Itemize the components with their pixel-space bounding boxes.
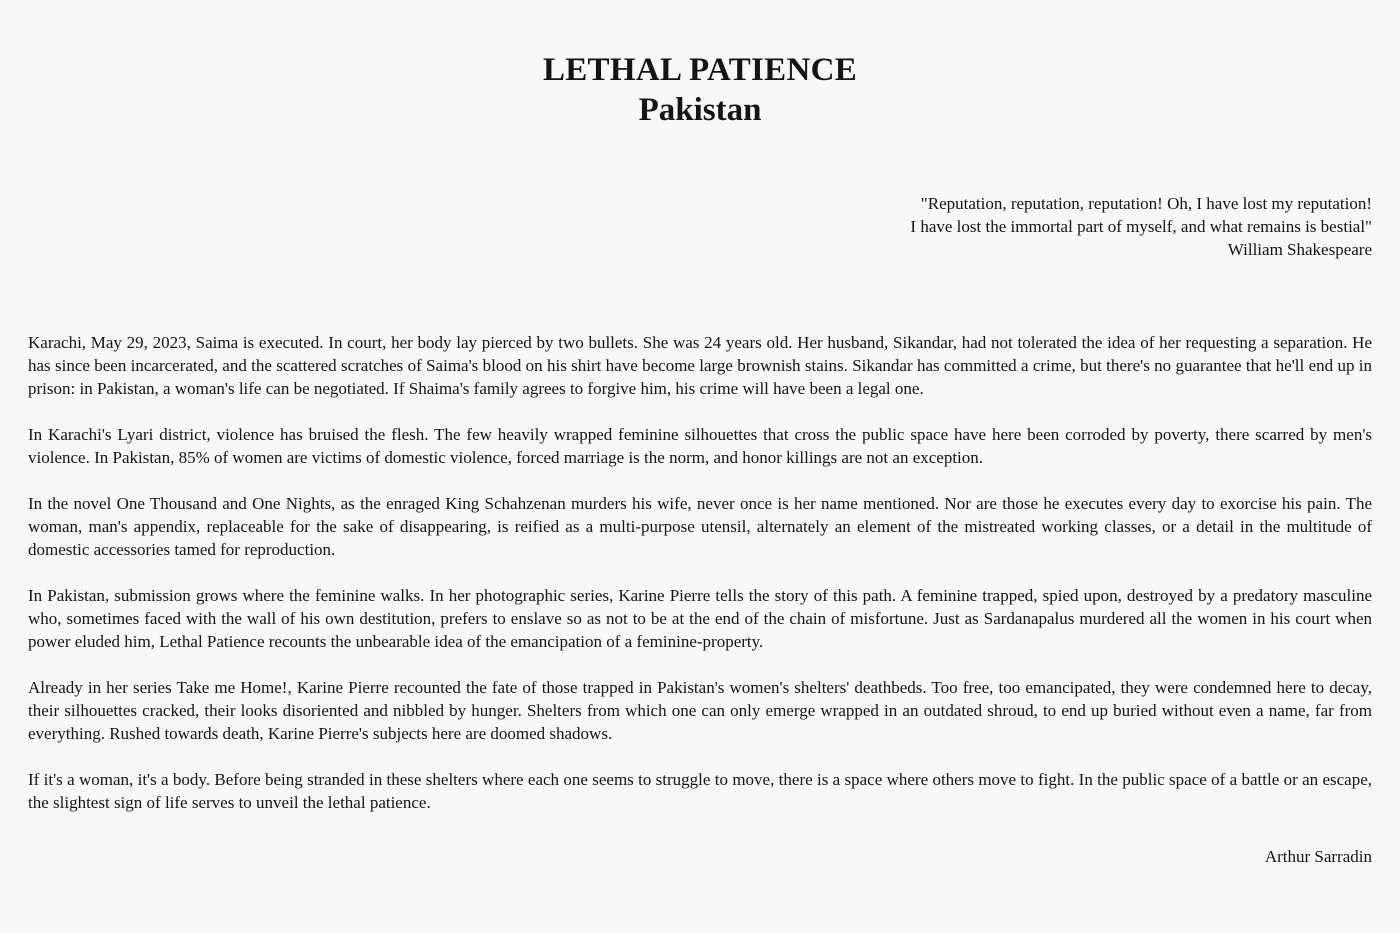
epigraph-line-1: "Reputation, reputation, reputation! Oh, I have lost my reputation!: [920, 194, 1372, 213]
epigraph-quote: [472, 192, 1372, 261]
author-signature: Arthur Sarradin: [1264, 847, 1372, 866]
paragraph: If it's a woman, it's a body. Before being stranded in these shelters where each one seems to struggle to move, there is a space where others move to fight. In the public space of a battle or an escape, the slightest sign of life serves to unveil the lethal patience.: [28, 770, 1372, 812]
page-title: LETHAL PATIENCE: [542, 52, 858, 88]
epigraph-line-2: I have lost the immortal part of myself, and what remains is bestial": [910, 217, 1372, 236]
title-block: [0, 50, 1400, 130]
paragraph: In Karachi's Lyari district, violence has bruised the flesh. The few heavily wrapped feminine silhouettes that cross the public space have here been corroded by poverty, there scarred by men's violence. In Pakistan, 85% of women are victims of domestic violence, forced marriage is the norm, and honor killings are not an exception.: [28, 425, 1372, 467]
article-body: [28, 331, 1372, 837]
paragraph: In Pakistan, submission grows where the feminine walks. In her photographic series, Karine Pierre tells the story of this path. A feminine trapped, spied upon, destroyed by a predatory masculine who, sometimes faced with the wall of his own destitution, prefers to enslave so as not to be at the end of the chain of misfortune. Just as Sardanapalus murdered all the women in his court when power eluded him, Lethal Patience recounts the unbearable idea of the emancipation of a feminine-property.: [28, 586, 1372, 651]
page-subtitle: Pakistan: [638, 92, 762, 128]
paragraph: Already in her series Take me Home!, Karine Pierre recounted the fate of those trapped in Pakistan's women's shelters' deathbeds. Too free, too emancipated, they were condemned here to decay, their silhouettes cracked, their looks disoriented and nibbled by hunger. Shelters from which one can only emerge wrapped in an outdated shroud, to end up buried without even a name, far from everything. Rushed towards death, Karine Pierre's subjects here are doomed shadows.: [28, 678, 1372, 743]
epigraph-author: William Shakespeare: [1227, 240, 1372, 259]
paragraph: In the novel One Thousand and One Nights, as the enraged King Schahzenan murders his wife, never once is her name mentioned. Nor are those he executes every day to exorcise his pain. The woman, man's appendix, replaceable for the sake of disappearing, is reified as a multi-purpose utensil, alternately an element of the mistreated working classes, or a detail in the multitude of domestic accessories tamed for reproduction.: [28, 494, 1372, 559]
paragraph: Karachi, May 29, 2023, Saima is executed. In court, her body lay pierced by two bullets. She was 24 years old. Her husband, Sikandar, had not tolerated the idea of her requesting a separation. He has since been incarcerated, and the scattered scratches of Saima's blood on his shirt have become large brownish stains. Sikandar has committed a crime, but there's no guarantee that he'll end up in prison: in Pakistan, a woman's life can be negotiated. If Shaima's family agrees to forgive him, his crime will have been a legal one.: [28, 333, 1372, 398]
